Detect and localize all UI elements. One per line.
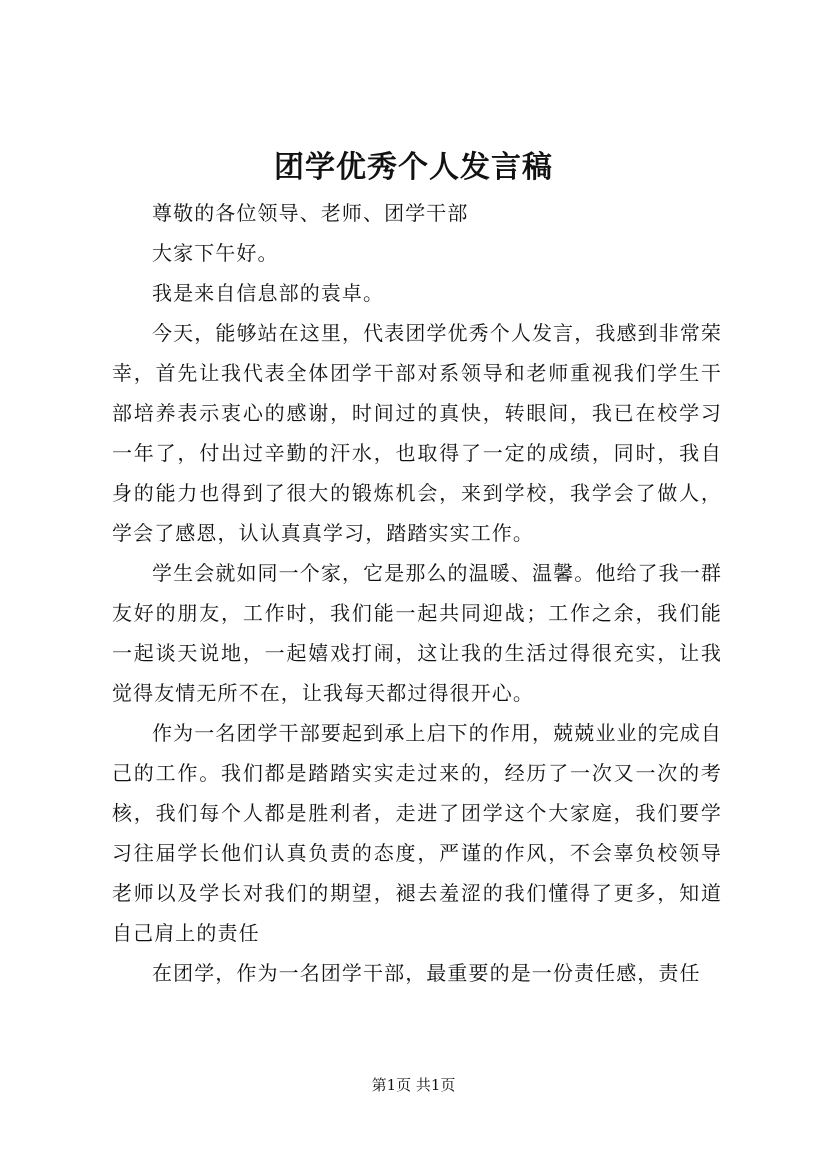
paragraph-responsibility: 在团学，作为一名团学干部，最重要的是一份责任感，责任 (152, 961, 701, 985)
paragraph-role: 作为一名团学干部要起到承上启下的作用，兢兢业业的完成自己的工作。我们都是踏踏实实走过来的，经历了一次又一次的考核，我们每个人都是胜利者，走进了团学这个大家庭，我们要学习往届学长他们认真负责的态度，严谨的作风，不会辜负校领导老师以及学长对我们的期望，褪去羞涩的我们懂得了更多，知道自己肩上的责任 (112, 721, 722, 945)
document-body (112, 193, 722, 993)
paragraph-salutation: 尊敬的各位领导、老师、团学干部 (152, 201, 469, 225)
paragraph-greeting: 大家下午好。 (152, 241, 279, 265)
paragraph-thanks: 今天，能够站在这里，代表团学优秀个人发言，我感到非常荣幸，首先让我代表全体团学干部对系领导和老师重视我们学生干部培养表示衷心的感谢，时间过的真快，转眼间，我已在校学习一年了，付出过辛勤的汗水，也取得了一定的成绩，同时，我自身的能力也得到了很大的锻炼机会，来到学校，我学会了做人，学会了感恩，认认真真学习，踏踏实实工作。 (112, 321, 722, 545)
paragraph-introduction: 我是来自信息部的袁卓。 (152, 281, 385, 305)
page-footer: 第1页 共1页 (371, 1076, 456, 1094)
document-title: 团学优秀个人发言稿 (274, 150, 553, 185)
paragraph-student-union: 学生会就如同一个家，它是那么的温暖、温馨。他给了我一群友好的朋友，工作时，我们能一起共同迎战；工作之余，我们能一起谈天说地，一起嬉戏打闹，这让我的生活过得很充实，让我觉得友情无所不在，让我每天都过得很开心。 (112, 561, 722, 705)
